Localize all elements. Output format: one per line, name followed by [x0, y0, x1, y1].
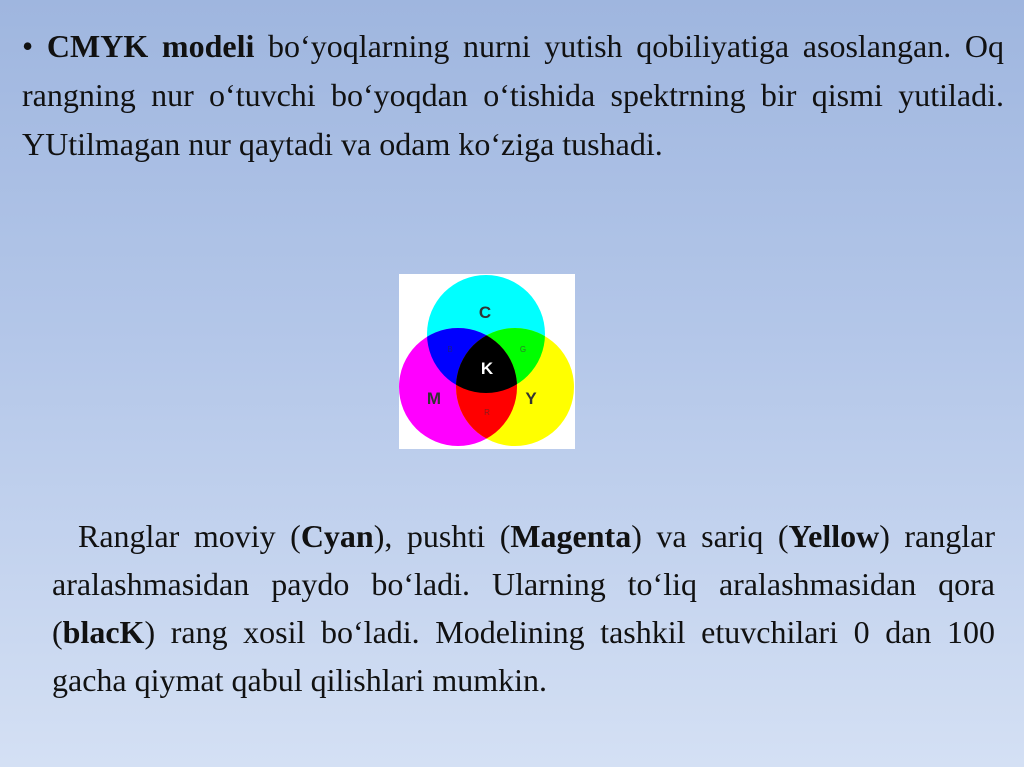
para2-text-5: ) rang xosil bo‘ladi. Modelining tashkil etuvchilari 0 dan 100 gacha qiymat qabul qilishlari mumkin. [52, 614, 995, 698]
label-m: M [426, 389, 442, 408]
bullet: • [22, 28, 47, 64]
yellow-term: Yellow [788, 518, 880, 554]
para2-text-3: ) va sariq ( [631, 518, 789, 554]
magenta-term: Magenta [510, 518, 632, 554]
label-g: G [519, 345, 527, 354]
para2-text-1: Ranglar moviy ( [78, 518, 301, 554]
cmyk-description-paragraph [22, 22, 1004, 169]
para2-text-2: ), pushti ( [373, 518, 511, 554]
cmyk-venn-svg [399, 274, 575, 449]
cmyk-colors-paragraph [52, 512, 995, 704]
label-b: B [447, 345, 453, 354]
para1-text: bo‘yoqlarning nurni yutish qobiliyatiga asoslangan. Oq rangning nur o‘tuvchi bo‘yoqdan o‘tishida spektrning bir qismi yutiladi. YUtilmagan nur qaytadi va odam ko‘ziga tushadi. [22, 28, 1005, 162]
black-term: blacK [62, 614, 145, 650]
label-y: Y [525, 389, 537, 408]
label-c: C [478, 303, 492, 322]
label-k: K [480, 359, 494, 378]
cmyk-venn-diagram [399, 274, 575, 449]
label-r: R [484, 408, 490, 417]
cmyk-term: CMYK modeli [46, 28, 255, 64]
cyan-term: Cyan [300, 518, 374, 554]
para2-text-4: ) ranglar aralashmasidan paydo bo‘ladi. Ularning to‘liq aralashmasidan qora ( [52, 518, 996, 650]
